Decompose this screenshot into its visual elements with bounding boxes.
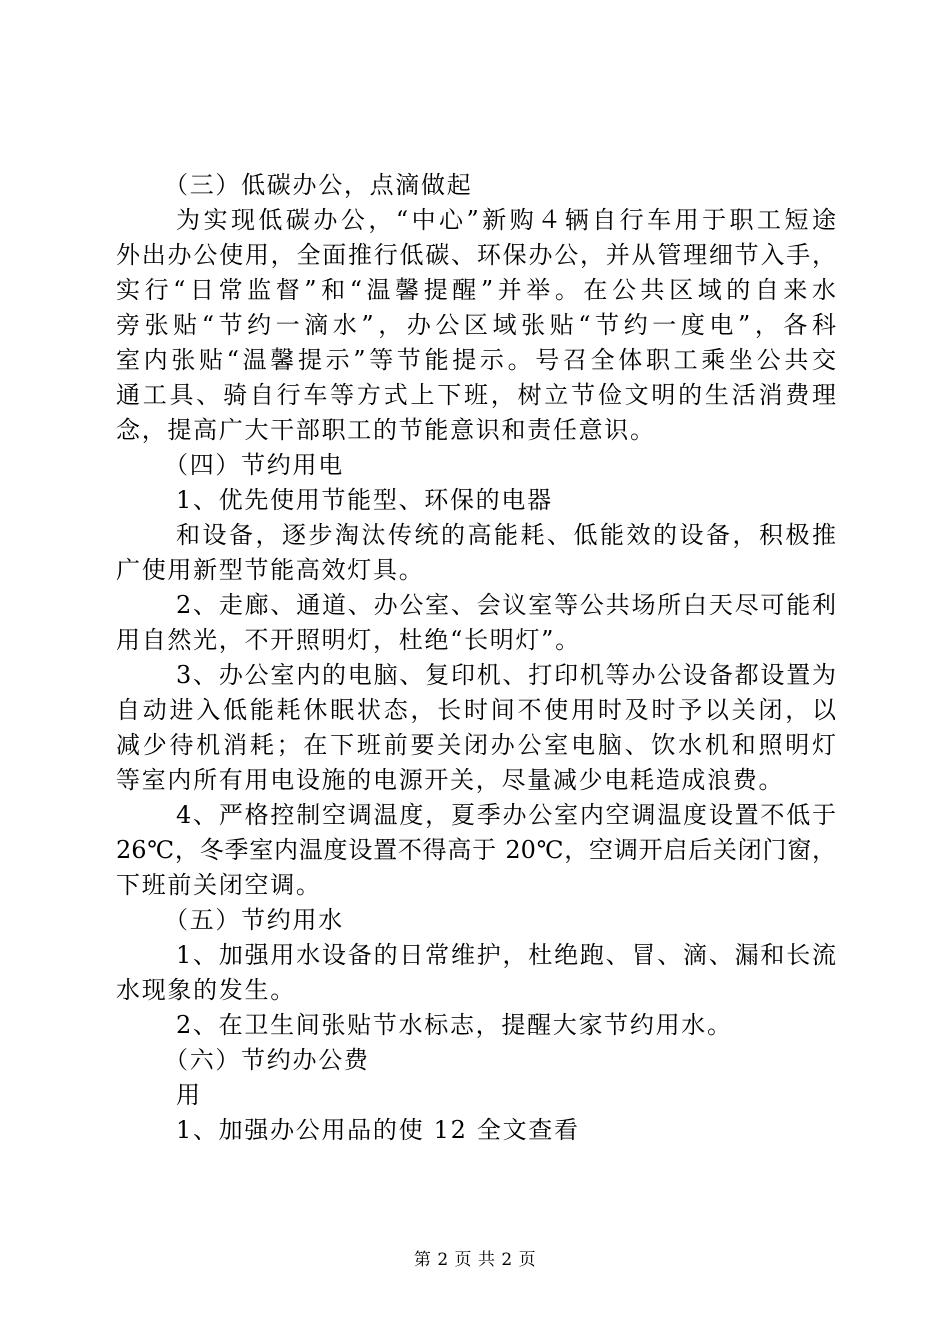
paragraph-line: 实行“日常监督”和“温馨提醒”并举。在公共区域的自来水 (116, 276, 836, 304)
list-item: 3、办公室内的电脑、复印机、打印机等办公设备都设置为 (176, 661, 836, 689)
page-number: 第 2 页 共 2 页 (413, 1250, 537, 1270)
paragraph-line: 广使用新型节能高效灯具。 (116, 556, 425, 584)
paragraph-line: 和设备，逐步淘汰传统的高能耗、低能效的设备，积极推 (176, 521, 836, 549)
list-item: 2、在卫生间张贴节水标志，提醒大家节约用水。 (176, 1011, 733, 1039)
section-heading: （五）节约用水 (164, 906, 344, 934)
paragraph-line: 通工具、骑自行车等方式上下班，树立节俭文明的生活消费理 (116, 381, 836, 409)
paragraph-line: 等室内所有用电设施的电源开关，尽量减少电耗造成浪费。 (116, 766, 785, 794)
paragraph-line: 26℃，冬季室内温度设置不得高于 20℃，空调开启后关闭门窗， (116, 836, 836, 864)
list-item: 1、加强办公用品的使 12 全文查看 (176, 1116, 580, 1144)
paragraph-line: 外出办公使用，全面推行低碳、环保办公，并从管理细节入手， (116, 241, 836, 269)
paragraph-line: 旁张贴“节约一滴水”，办公区域张贴“节约一度电”，各科 (116, 311, 836, 339)
list-item: 1、加强用水设备的日常维护，杜绝跑、冒、滴、漏和长流 (176, 941, 836, 969)
paragraph-line: 自动进入低能耗休眠状态，长时间不使用时及时予以关闭，以 (116, 696, 836, 724)
section-heading: （六）节约办公费 (164, 1046, 370, 1074)
paragraph-line: 用 (176, 1081, 202, 1109)
list-item: 2、走廊、通道、办公室、会议室等公共场所白天尽可能利 (176, 591, 836, 619)
paragraph-line: 念，提高广大干部职工的节能意识和责任意识。 (116, 416, 656, 444)
section-heading: （三）低碳办公，点滴做起 (164, 171, 473, 199)
paragraph-line: 室内张贴“温馨提示”等节能提示。号召全体职工乘坐公共交 (116, 346, 836, 374)
paragraph-line: 为实现低碳办公，“中心”新购４辆自行车用于职工短途 (176, 206, 836, 234)
document-body (116, 168, 836, 1148)
paragraph-line: 水现象的发生。 (116, 976, 296, 1004)
paragraph-line: 下班前关闭空调。 (116, 871, 322, 899)
list-item: 1、优先使用节能型、环保的电器 (176, 486, 553, 514)
paragraph-line: 减少待机消耗；在下班前要关闭办公室电脑、饮水机和照明灯 (116, 731, 836, 759)
list-item: 4、严格控制空调温度，夏季办公室内空调温度设置不低于 (176, 801, 836, 829)
section-heading: （四）节约用电 (164, 451, 344, 479)
paragraph-line: 用自然光，不开照明灯，杜绝“长明灯”。 (116, 626, 581, 654)
